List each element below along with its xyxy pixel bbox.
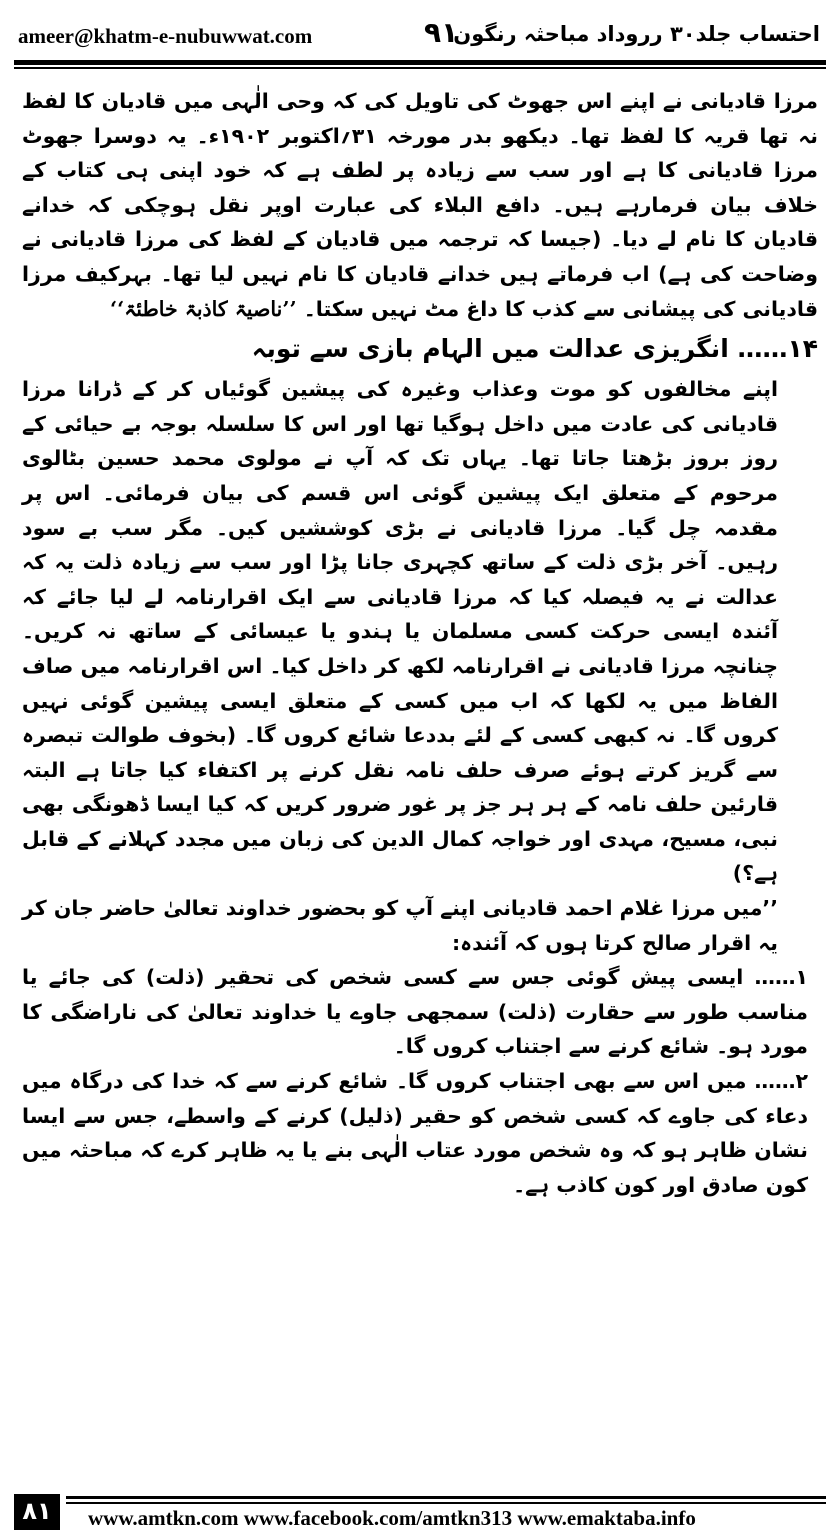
page-body <box>22 84 818 1202</box>
header-email: ameer@khatm-e-nubuwwat.com <box>18 24 313 48</box>
arabic-quote: ’’ناصیۃ کاذبۃ خاطئۃ‘‘ <box>109 296 297 321</box>
header-rule <box>14 60 826 65</box>
header-page-number: ۹۱ <box>424 16 459 49</box>
header-rule-thin <box>14 67 826 69</box>
list-item-2: ۲…… میں اس سے بھی اجتناب کروں گا۔ شائع کرنے سے کہ خدا کی درگاہ میں دعاء کی جاوے کہ کسی شخص کو حقیر (ذلیل) کرنے کے واسطے، جس سے ایسا نشان ظاہر ہو کہ وہ شخص مورد عتاب الٰہی بنے یا یہ ظاہر کرے کہ مباحثہ میں کون صادق اور کون کاذب ہے۔ <box>22 1069 808 1197</box>
footer-rule-thin <box>66 1502 826 1504</box>
list-item-1: ۱…… ایسی پیش گوئی جس سے کسی شخص کی تحقیر (ذلت) کی جائے یا مناسب طور سے حقارت (ذلت) سمجھی جاوے یا خداوند تعالیٰ کی ناراضگی کا مورد ہو۔ شائع کرنے سے اجتناب کروں گا۔ <box>22 965 808 1059</box>
page-header <box>14 14 826 58</box>
paragraph-1-text: مرزا قادیانی نے اپنے اس جھوٹ کی تاویل کی کہ وحی الٰہی میں قادیان کا لفظ نہ تھا قریہ کا لفظ تھا۔ دیکھو بدر مورخہ ۳۱؍اکتوبر ۱۹۰۲ء۔ یہ دوسرا جھوٹ مرزا قادیانی کا ہے اور سب سے زیادہ پر لطف ہے کہ خود اپنی ہی کتاب کے خلاف بیان فرمارہے ہیں۔ دافع البلاء کی عبارت اوپر نقل ہوچکی کہ خدانے قادیان کا نام لے دیا۔ (جیسا کہ ترجمہ میں قادیان کے لفظ کی مرزا قادیانی نے وضاحت کی ہے) اب فرماتے ہیں خدانے قادیان کا نام نہیں لیا تھا۔ بہرکیف مرزا قادیانی کی پیشانی سے کذب کا داغ مٹ نہیں سکتا۔ <box>22 89 818 321</box>
footer-rule <box>66 1496 826 1499</box>
book-page-badge: ۸۱ <box>14 1494 60 1530</box>
paragraph-2: اپنے مخالفوں کو موت وعذاب وغیرہ کی پیشین گوئیاں کر کے ڈرانا مرزا قادیانی کی عادت میں داخل ہوگیا تھا اور اس کا سلسلہ بوجہ بے حیائی کے روز بروز بڑھتا جاتا تھا۔ یہاں تک کہ آپ نے مولوی محمد حسین بٹالوی مرحوم کے متعلق ایک پیشین گوئی اس قسم کی بیان فرمائی۔ اس پر مقدمہ چل گیا۔ مرزا قادیانی نے بڑی کوششیں کیں۔ مگر سب بے سود رہیں۔ آخر بڑی ذلت کے ساتھ کچہری جانا پڑا اور سب سے زیادہ ذلت یہ کہ عدالت نے یہ فیصلہ کیا کہ مرزا قادیانی سے ایک اقرارنامہ لے لیا جائے کہ آئندہ ایسی حرکت کسی مسلمان یا ہندو یا عیسائی کے ساتھ نہ کریں۔ چنانچہ مرزا قادیانی نے اقرارنامہ لکھ کر داخل کیا۔ اس اقرارنامہ میں صاف الفاظ میں یہ لکھا کہ اب میں کسی کے متعلق ایسی پیشین گوئی نہیں کروں گا۔ نہ کبھی کسی کے لئے بددعا شائع کروں گا۔ (بخوف طوالت تبصرہ سے گریز کرتے ہوئے صرف حلف نامہ نقل کرنے پر اکتفاء کیا جاتا ہے البتہ قارئین حلف نامہ کے ہر ہر جز پر غور ضرور کریں کہ کیا ایسا ڈھونگی بھی نبی، مسیح، مہدی اور خواجہ کمال الدین کی زبان میں مجدد کہلانے کے قابل ہے؟) <box>22 377 778 886</box>
paragraph-1 <box>22 84 818 326</box>
footer-links: www.amtkn.com www.facebook.com/amtkn313 www.emaktaba.info <box>88 1506 696 1530</box>
header-title: احتساب جلد۳۰ رروداد مباحثہ رنگون <box>453 22 820 46</box>
section-heading: ۱۴…… انگریزی عدالت میں الہام بازی سے توبہ <box>251 334 818 364</box>
paragraph-3: ’’میں مرزا غلام احمد قادیانی اپنے آپ کو بحضور خداوند تعالیٰ حاضر جان کر یہ اقرار صالح کرتا ہوں کہ آئندہ: <box>22 896 778 955</box>
page-footer <box>14 1494 826 1534</box>
